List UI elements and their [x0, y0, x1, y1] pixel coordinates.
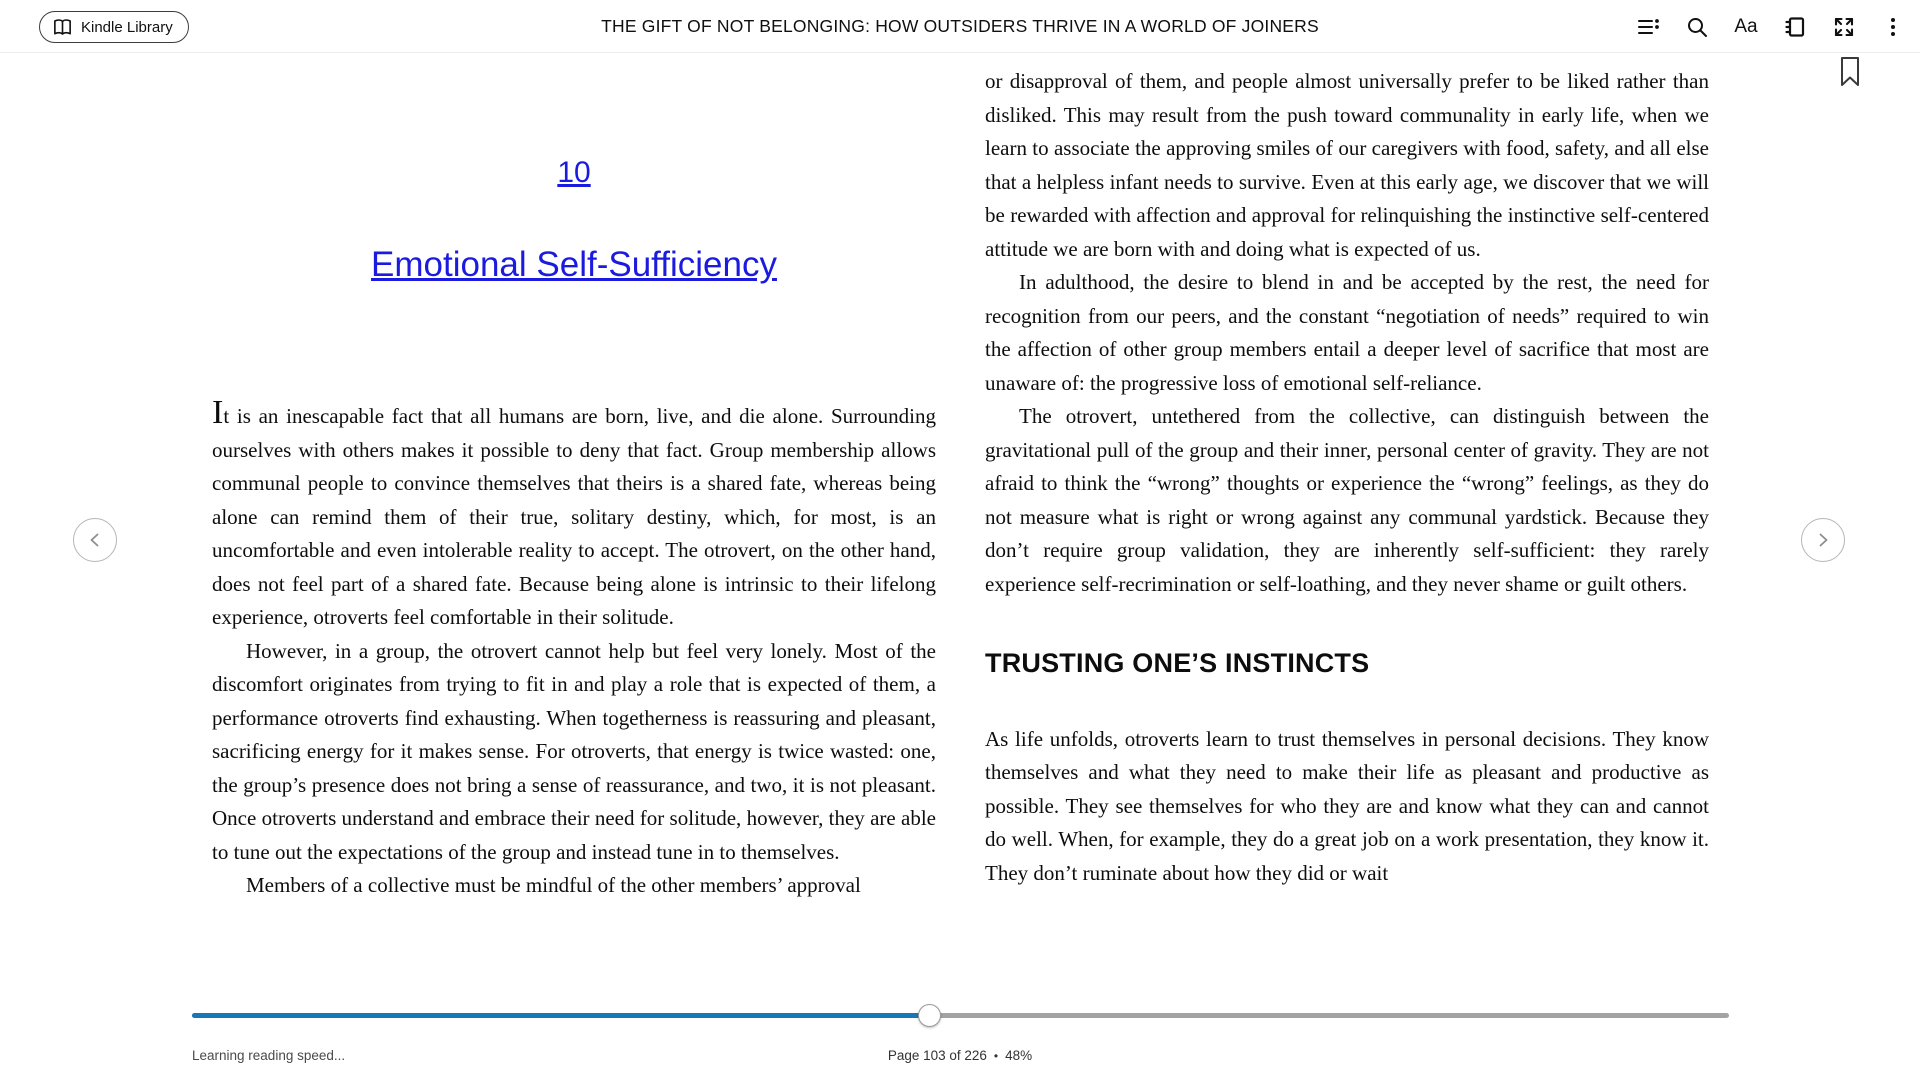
progress-thumb[interactable] — [918, 1004, 941, 1027]
footer-status-bar — [0, 1048, 1920, 1070]
page-number-text: Page 103 of 226 — [887, 1048, 987, 1063]
left-page-column — [212, 54, 936, 992]
paragraph: However, in a group, the otrovert cannot help but feel very lonely. Most of the discomfort originates from trying to fit in and play a role that is expected of them, a performance otroverts find exhausting. When togetherness is reassuring and pleasant, sacrificing energy for it makes sense. For otroverts, that energy is twice wasted: one, the group’s presence does not bring a sense of reassurance, and two, it is not pleasant. Once otroverts understand and embrace their need for solitude, however, they are able to tune out the expectations of the group and instead tune in to themselves. — [212, 638, 936, 864]
reading-area — [0, 54, 1920, 992]
search-icon[interactable] — [1684, 14, 1710, 40]
table-of-contents-icon[interactable] — [1635, 14, 1661, 40]
side-panel-icon[interactable] — [1782, 14, 1808, 40]
previous-page-button[interactable] — [73, 518, 117, 562]
page-position-info — [0, 1048, 1920, 1063]
kindle-library-button[interactable] — [39, 11, 189, 43]
chevron-left-icon — [86, 531, 104, 549]
percent-read-text: 48% — [1005, 1048, 1033, 1063]
separator-dot: • — [993, 1049, 999, 1063]
next-page-button[interactable] — [1801, 518, 1845, 562]
font-settings-icon[interactable] — [1733, 14, 1759, 40]
chapter-number-link[interactable]: 10 — [557, 156, 591, 189]
chevron-right-icon — [1814, 531, 1832, 549]
toolbar-icon-group — [1635, 0, 1906, 53]
fullscreen-icon[interactable] — [1831, 14, 1857, 40]
paragraph: or disapproval of them, and people almost universally prefer to be liked rather than disliked. This may result from the push toward communality in early life, when we learn to associate the approving smiles of our caregivers with food, safety, and all else that a helpless infant needs to survive. Even at this early age, we discover that we will be rewarded with affection and approval for relinquishing the instinctive self-centered attitude we are born with and doing what is expected of us. — [985, 69, 1709, 261]
kindle-library-book-icon — [52, 17, 73, 38]
font-settings-label: Aa — [1734, 15, 1758, 37]
paragraph: In adulthood, the desire to blend in and be accepted by the rest, the need for recognition from our peers, and the constant “negotiation of needs” required to win the affection of other group members entail a deeper level of sacrifice that most are unaware of: the progressive loss of emotional self-reliance. — [985, 270, 1709, 395]
paragraph: The otrovert, untethered from the collective, can distinguish between the gravitational pull of the group and their inner, personal center of gravity. They are not afraid to think the “wrong” thoughts or experience the “wrong” feelings, as they do not measure what is right or wrong against any communal yardstick. Because they don’t require group validation, they are inherently self-sufficient: they rarely experience self-recrimination or self-loathing, and they never shame or guilt others. — [985, 404, 1709, 596]
reading-speed-status: Learning reading speed... — [192, 1048, 346, 1063]
progress-fill — [192, 1013, 930, 1018]
book-title: THE GIFT OF NOT BELONGING: HOW OUTSIDERS THRIVE IN A WORLD OF JOINERS — [601, 16, 1319, 36]
paragraph: Members of a collective must be mindful of the other members’ approval — [246, 873, 861, 897]
more-options-icon[interactable] — [1880, 14, 1906, 40]
chapter-title-link[interactable]: Emotional Self-Sufficiency — [371, 245, 777, 284]
kindle-library-label: Kindle Library — [81, 18, 173, 36]
reading-progress-slider[interactable] — [192, 1005, 1729, 1025]
paragraph: As life unfolds, otroverts learn to trust themselves in personal decisions. They know themselves and what they need to make their life as pleasant and productive as possible. They see themselves for who they are and know what they can and cannot do well. When, for example, they do a great job on a work presentation, they know it. They don’t ruminate about how they did or wait — [985, 726, 1709, 885]
paragraph: It is an inescapable fact that all humans are born, live, and die alone. Surrounding ourselves with others makes it possible to deny that fact. Group membership allows communal people to convince themselves that theirs is a shared fate, whereas being alone can remind them of their true, solitary destiny, which, for most, is an uncomfortable and even intolerable reality to accept. The otrovert, on the other hand, does not feel part of a shared fate. Because being alone is intrinsic to their lifelong experience, otroverts feel comfortable in their solitude. — [212, 394, 936, 629]
top-toolbar — [0, 0, 1920, 53]
right-page-column — [985, 54, 1709, 992]
section-heading: TRUSTING ONE’S INSTINCTS — [985, 648, 1370, 678]
